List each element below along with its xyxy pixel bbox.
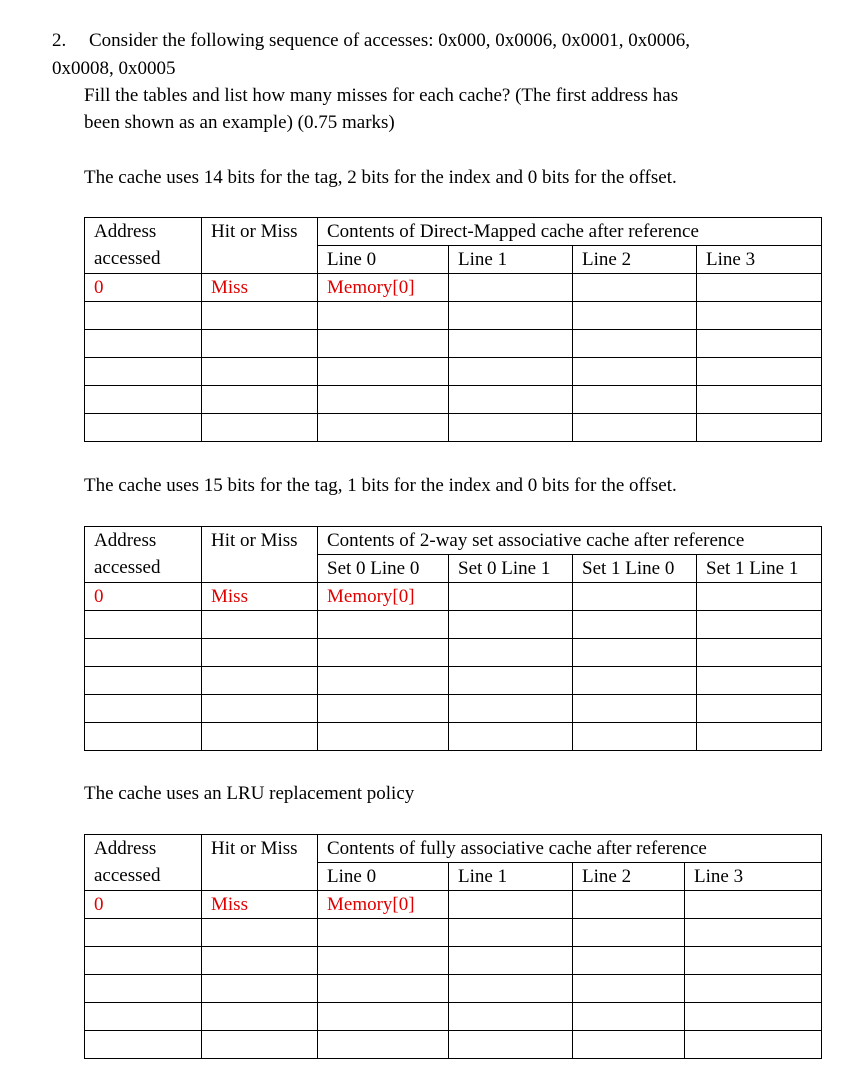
table-row (85, 274, 822, 302)
content-cell[interactable] (449, 1003, 573, 1031)
address-cell[interactable] (85, 1031, 202, 1059)
contents-header: Contents of fully associative cache after reference (318, 835, 822, 863)
set-0-line-0-header: Set 0 Line 0 (318, 555, 449, 583)
hit-or-miss-header-cont (202, 555, 318, 583)
content-cell[interactable] (318, 1031, 449, 1059)
content-cell[interactable] (573, 723, 697, 751)
content-cell[interactable] (318, 330, 449, 358)
content-cell[interactable] (697, 723, 822, 751)
content-cell[interactable] (449, 302, 573, 330)
result-cell[interactable] (202, 611, 318, 639)
set-0-line-1-header: Set 0 Line 1 (449, 555, 573, 583)
address-cell[interactable] (85, 723, 202, 751)
content-cell[interactable] (318, 695, 449, 723)
content-cell[interactable] (449, 330, 573, 358)
content-cell[interactable] (573, 583, 697, 611)
content-cell[interactable] (697, 667, 822, 695)
line-3-header: Line 3 (685, 863, 822, 891)
content-cell[interactable] (685, 947, 822, 975)
content-cell[interactable] (685, 1031, 822, 1059)
table-subheader-row (85, 555, 822, 583)
content-cell[interactable] (318, 667, 449, 695)
caption-set-associative: The cache uses 15 bits for the tag, 1 bits for the index and 0 bits for the offset. (84, 475, 677, 496)
caption-fully-associative: The cache uses an LRU replacement policy (84, 783, 415, 804)
table-row (85, 302, 822, 330)
result-cell[interactable]: Miss (202, 891, 318, 919)
content-cell[interactable] (573, 330, 697, 358)
table-row (85, 975, 822, 1003)
content-cell[interactable] (318, 358, 449, 386)
content-cell[interactable] (573, 611, 697, 639)
result-cell[interactable] (202, 1003, 318, 1031)
content-cell[interactable] (573, 302, 697, 330)
result-cell[interactable] (202, 414, 318, 442)
set-1-line-0-header: Set 1 Line 0 (573, 555, 697, 583)
content-cell[interactable] (318, 302, 449, 330)
result-cell[interactable] (202, 947, 318, 975)
question-line-1: Consider the following sequence of accesses: 0x000, 0x0006, 0x0001, 0x0006, (89, 30, 691, 51)
set-1-line-1-header: Set 1 Line 1 (697, 555, 822, 583)
result-cell[interactable]: Miss (202, 274, 318, 302)
table-row (85, 583, 822, 611)
caption-direct-mapped: The cache uses 14 bits for the tag, 2 bits for the index and 0 bits for the offset. (84, 167, 677, 188)
content-cell[interactable] (318, 639, 449, 667)
result-cell[interactable] (202, 330, 318, 358)
content-cell[interactable] (318, 919, 449, 947)
line-1-header: Line 1 (449, 246, 573, 274)
address-cell[interactable]: 0 (85, 891, 202, 919)
table-row (85, 1031, 822, 1059)
content-cell[interactable] (685, 891, 822, 919)
result-cell[interactable] (202, 975, 318, 1003)
content-cell[interactable] (318, 947, 449, 975)
content-cell[interactable] (318, 611, 449, 639)
contents-header: Contents of Direct-Mapped cache after reference (318, 218, 822, 246)
hit-or-miss-header: Hit or Miss (202, 218, 318, 246)
content-cell[interactable] (697, 302, 822, 330)
content-cell[interactable] (449, 639, 573, 667)
content-cell[interactable]: Memory[0] (318, 274, 449, 302)
address-cell[interactable] (85, 358, 202, 386)
content-cell[interactable] (573, 695, 697, 723)
table-subheader-row (85, 246, 822, 274)
instruction-line-2: been shown as an example) (0.75 marks) (84, 112, 395, 133)
content-cell[interactable]: Memory[0] (318, 891, 449, 919)
content-cell[interactable] (573, 667, 697, 695)
result-cell[interactable] (202, 358, 318, 386)
result-cell[interactable] (202, 386, 318, 414)
content-cell[interactable] (318, 1003, 449, 1031)
line-0-header: Line 0 (318, 863, 449, 891)
table-row (85, 1003, 822, 1031)
content-cell[interactable] (697, 583, 822, 611)
content-cell[interactable] (318, 386, 449, 414)
table-header-row (85, 835, 822, 863)
table-row (85, 611, 822, 639)
address-cell[interactable] (85, 386, 202, 414)
content-cell[interactable] (573, 639, 697, 667)
address-cell[interactable] (85, 975, 202, 1003)
contents-header: Contents of 2-way set associative cache after reference (318, 527, 822, 555)
content-cell[interactable] (449, 695, 573, 723)
content-cell[interactable] (697, 414, 822, 442)
address-cell[interactable] (85, 667, 202, 695)
hit-or-miss-header: Hit or Miss (202, 527, 318, 555)
content-cell[interactable] (685, 975, 822, 1003)
content-cell[interactable] (449, 611, 573, 639)
content-cell[interactable] (685, 1003, 822, 1031)
content-cell[interactable] (318, 975, 449, 1003)
content-cell[interactable] (573, 1031, 685, 1059)
table-row (85, 667, 822, 695)
question-line-2: 0x0008, 0x0005 (52, 58, 176, 79)
content-cell[interactable] (449, 583, 573, 611)
content-cell[interactable] (449, 919, 573, 947)
table-header-row (85, 218, 822, 246)
content-cell[interactable] (697, 611, 822, 639)
content-cell[interactable] (573, 274, 697, 302)
content-cell[interactable] (697, 358, 822, 386)
content-cell[interactable] (573, 975, 685, 1003)
content-cell[interactable] (573, 891, 685, 919)
address-cell[interactable]: 0 (85, 583, 202, 611)
address-header: Address (85, 527, 202, 555)
content-cell[interactable]: Memory[0] (318, 583, 449, 611)
address-cell[interactable] (85, 611, 202, 639)
address-header: Address (85, 835, 202, 863)
address-cell[interactable] (85, 639, 202, 667)
result-cell[interactable] (202, 1031, 318, 1059)
table-row (85, 723, 822, 751)
content-cell[interactable] (697, 274, 822, 302)
line-0-header: Line 0 (318, 246, 449, 274)
content-cell[interactable] (449, 667, 573, 695)
address-cell[interactable] (85, 330, 202, 358)
address-cell[interactable] (85, 302, 202, 330)
instruction-line-1: Fill the tables and list how many misses for each cache? (The first address has (84, 85, 679, 106)
result-cell[interactable] (202, 695, 318, 723)
table-row (85, 639, 822, 667)
address-cell[interactable]: 0 (85, 274, 202, 302)
content-cell[interactable] (685, 919, 822, 947)
address-cell[interactable] (85, 1003, 202, 1031)
content-cell[interactable] (573, 1003, 685, 1031)
content-cell[interactable] (449, 274, 573, 302)
result-cell[interactable] (202, 302, 318, 330)
content-cell[interactable] (573, 947, 685, 975)
accessed-header: accessed (85, 555, 202, 583)
table-row (85, 947, 822, 975)
result-cell[interactable] (202, 639, 318, 667)
content-cell[interactable] (573, 386, 697, 414)
line-2-header: Line 2 (573, 863, 685, 891)
line-3-header: Line 3 (697, 246, 822, 274)
address-cell[interactable] (85, 947, 202, 975)
content-cell[interactable] (697, 639, 822, 667)
table-header-row (85, 527, 822, 555)
content-cell[interactable] (697, 330, 822, 358)
result-cell[interactable] (202, 919, 318, 947)
content-cell[interactable] (449, 414, 573, 442)
set-associative-table (84, 526, 822, 751)
content-cell[interactable] (318, 414, 449, 442)
address-header: Address (85, 218, 202, 246)
hit-or-miss-header: Hit or Miss (202, 835, 318, 863)
fully-associative-table (84, 834, 822, 1059)
line-2-header: Line 2 (573, 246, 697, 274)
content-cell[interactable] (449, 891, 573, 919)
question-number: 2. (52, 30, 67, 51)
table-row (85, 330, 822, 358)
content-cell[interactable] (697, 386, 822, 414)
result-cell[interactable] (202, 667, 318, 695)
content-cell[interactable] (449, 1031, 573, 1059)
accessed-header: accessed (85, 863, 202, 891)
table-row (85, 386, 822, 414)
table-subheader-row (85, 863, 822, 891)
table-row (85, 891, 822, 919)
content-cell[interactable] (449, 947, 573, 975)
content-cell[interactable] (573, 358, 697, 386)
result-cell[interactable] (202, 723, 318, 751)
content-cell[interactable] (449, 386, 573, 414)
content-cell[interactable] (449, 358, 573, 386)
table-row (85, 919, 822, 947)
content-cell[interactable] (318, 723, 449, 751)
result-cell[interactable]: Miss (202, 583, 318, 611)
content-cell[interactable] (697, 695, 822, 723)
address-cell[interactable] (85, 414, 202, 442)
table-row (85, 358, 822, 386)
table-row (85, 695, 822, 723)
line-1-header: Line 1 (449, 863, 573, 891)
hit-or-miss-header-cont (202, 863, 318, 891)
content-cell[interactable] (449, 723, 573, 751)
address-cell[interactable] (85, 919, 202, 947)
content-cell[interactable] (573, 414, 697, 442)
table-row (85, 414, 822, 442)
content-cell[interactable] (449, 975, 573, 1003)
accessed-header: accessed (85, 246, 202, 274)
address-cell[interactable] (85, 695, 202, 723)
content-cell[interactable] (573, 919, 685, 947)
direct-mapped-table (84, 217, 822, 442)
hit-or-miss-header-cont (202, 246, 318, 274)
